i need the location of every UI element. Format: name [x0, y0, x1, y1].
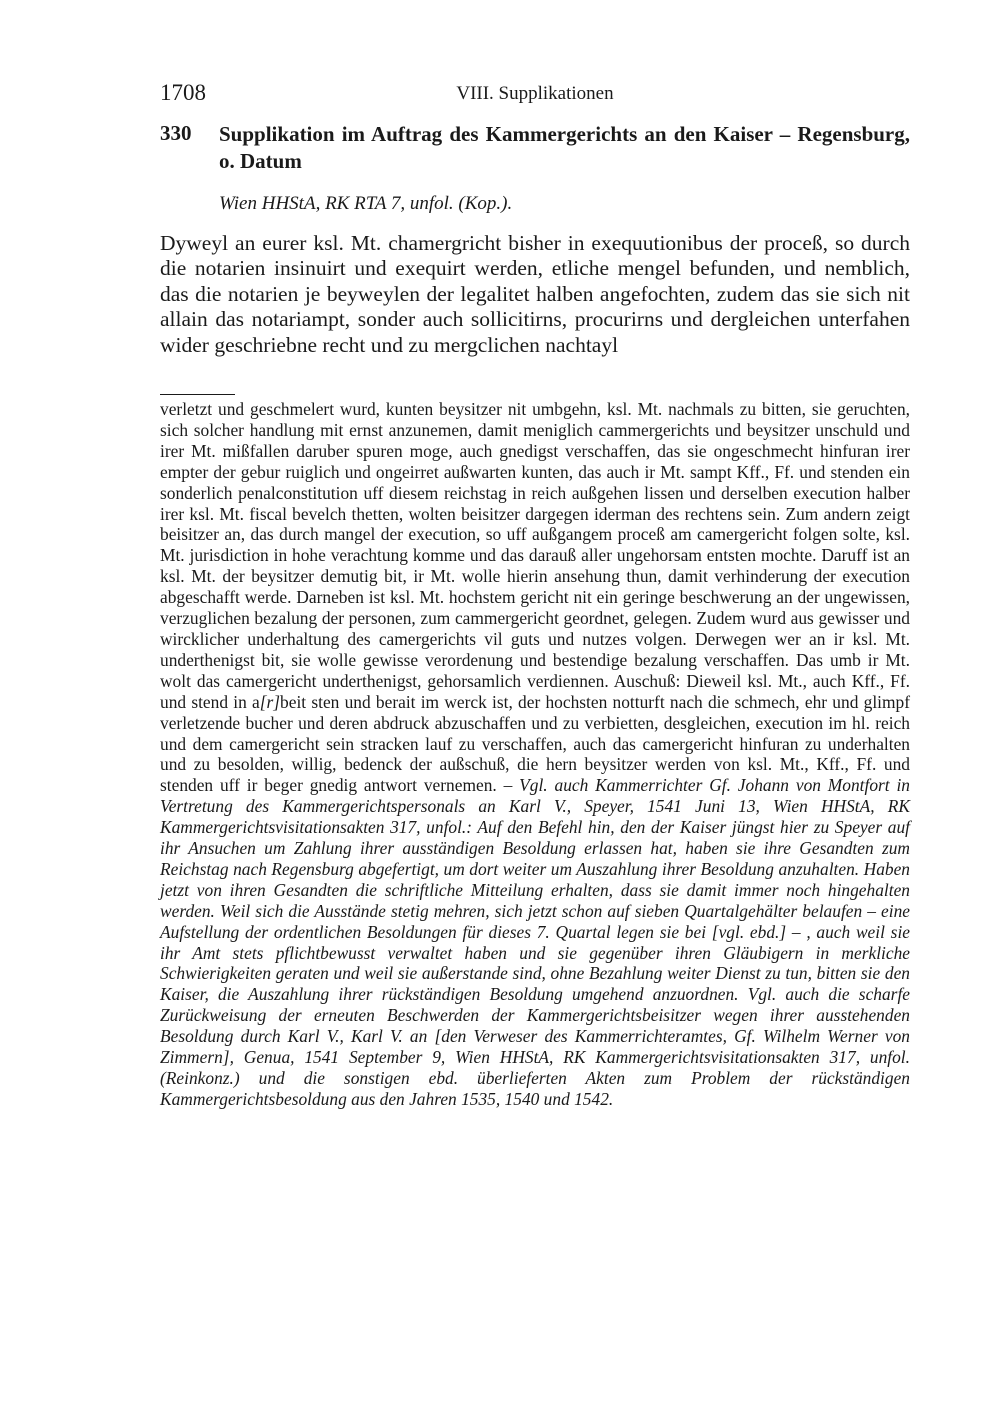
footnote-divider — [160, 394, 235, 395]
footnote-commentary: Vgl. auch Kammerrichter Gf. Johann von Montfort in Vertretung des Kammergerichtspersonals an Karl V., Speyer, 1541 Juni 13, Wien HHStA, RK Kammergerichtsvisitationsakten 317, unfol.: Auf den Befehl hin, den der Kaiser jüngst hier zu Speyer auf ihr Ansuchen um Zahlung ihrer ausständigen Besoldung erlassen hat, haben sie ihre Gesandten zum Reichstag nach Regensburg abgefertigt, um dort weiter um Auszahlung ihrer Besoldung anzuhalten. Haben jetzt von ihren Gesandten die schriftliche Mitteilung erhalten, dass sie damit immer noch hingehalten werden. Weil sich die Ausstände stetig mehren, sich jetzt schon auf sieben Quartalgehälter belaufen – eine Aufstellung der ordentlichen Besoldungen für dieses 7. Quartal legen sie bei [vgl. ebd.] – , auch weil sie ihr Amt stets pflichtbewusst verwaltet haben und sie gegenüber ihren Gläubigern in merkliche Schwierigkeiten geraten und weil sie außerstande sind, ohne Bezahlung weiter Dienst zu tun, bitten sie den Kaiser, die Auszahlung ihrer rückständigen Besoldung umgehend anzuordnen. Vgl. auch die scharfe Zurückweisung der erneuten Beschwerden der Kammergerichtsbeisitzer wegen ihrer ausstehenden Besoldung durch Karl V., Karl V. an [den Verweser des Kammerrichteramtes, Gf. Wilhelm Werner von Zimmern], Genua, 1541 September 9, Wien HHStA, RK Kammergerichtsvisitationsakten 317, unfol. (Reinkonz.) und die sonstigen ebd. überlieferten Akten zum Problem der rückständigen Kammergerichtsbesoldung aus den Jahren 1535, 1540 und 1542. — [160, 775, 911, 1109]
document-title: Supplikation im Auftrag des Kammergerichts an den Kaiser – Regensburg, o. Datum — [219, 122, 910, 173]
footnote-emendation: [r] — [259, 691, 281, 712]
main-text: Dyweyl an eurer ksl. Mt. chamergricht bisher in exequutionibus der proceß, so durch die notarien insinuirt und exequirt werden, etliche mengel befunden, und nemblich, das die notarien je beyweylen der legalitet halben angefochten, zudem das sie sich nit allain das notariampt, sonder auch sollicitirns, procurirns und dergleichen unterfahen wider geschriebne recht und zu mergclichen nachtayl — [160, 231, 910, 357]
footnote-text: verletzt und geschmelert wurd, kunten beysitzer nit umbgehn, ksl. Mt. nachmals zu bitten, sie geruchten, sich solcher handlung mit ernst anzunemen, damit meniglich cammergerichts und beysitzer unschuld und irer Mt. mißfallen daruber spuren moge, auch gnedigst verschaffen, das sie ongeschmecht hinfuran irer empter der gebur ruiglich und ongeirret außwarten kunten, das auch ir Mt. sampt Kff., Ff. und stenden ein sonderlich penalconstitution uff diesem reichstag in reich außgehen lissen und derselben execution halber irer ksl. Mt. fiscal bevelch thetten, wolten beisitzer dargegen iderman des rechtens sein. Zum andern zeigt beisitzer an, das durch mangel der execution, so uff außgangem proceß am camergericht folgen solte, ksl. Mt. jurisdiction in hohe verachtung komme und das darauß aller ungehorsam entsten mochte. Daruff ist an ksl. Mt. der beysitzer demutig bit, ir Mt. wolle hierin ansehung thun, damit verhinderung der execution abgeschafft werde. Darneben ist ksl. Mt. hochstem gericht nit ein geringe beschwerung an der ungewissen, verzuglichen bezalung der personen, zum cammergericht geordnet, gelegen. Zudem wurd aus gewisser und wircklicher underhaltung des camergerichts vil guts und nutzes volgen. Derwegen wer an ir ksl. Mt. underthenigst bit, sie wolle gewisse verordenung und bestendige bezalung verschaffen. Das umb ir Mt. wolt das camergericht underthenigst, gehorsamlich verdiennen. Auschuß: Dieweil ksl. Mt., auch Kff., Ff. und stend in a — [160, 399, 910, 712]
running-title: VIII. Supplikationen — [456, 83, 614, 104]
document-number: 330 — [160, 121, 192, 145]
running-head — [160, 80, 910, 110]
document-source: Wien HHStA, RK RTA 7, unfol. (Kop.). — [219, 193, 513, 214]
footnote-text-continued: beit sten und berait im werck ist, der hochsten notturft nach die schmech, ehr und glimpf verletzende bucher und deren abdruck abzuschaffen und zu verbietten, desgleichen, execution im hl. reich und dem camergericht sein stracken lauf zu verschaffen, auch das camergericht hinfuran zu underhalten und zu besolden, willig, bedenck der außschuß, die hern beysitzer werden von ksl. Mt., Kff., Ff. und stenden uff ir beger gnedig antwort vernemen. – — [160, 691, 910, 796]
page-number: 1708 — [160, 80, 206, 105]
footnote — [160, 399, 910, 1110]
